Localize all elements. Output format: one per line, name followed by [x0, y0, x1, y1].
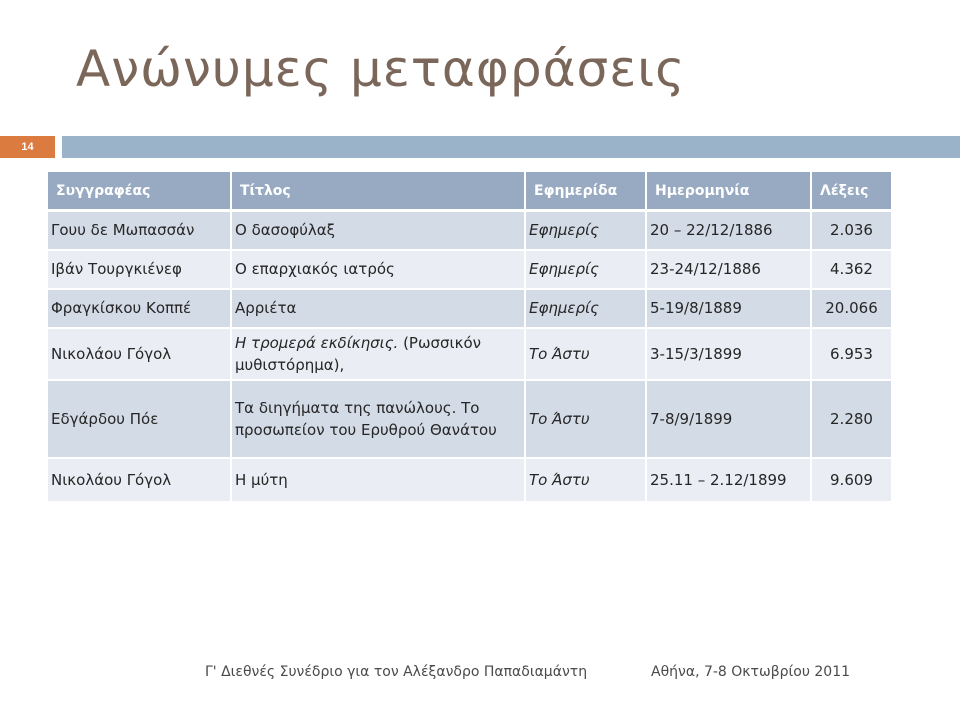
table-row [48, 289, 892, 328]
cell-words: 2.280 [811, 380, 892, 458]
cell-title: Αρριέτα [231, 289, 525, 328]
cell-title: Ο επαρχιακός ιατρός [231, 250, 525, 289]
cell-date: 7-8/9/1899 [646, 380, 811, 458]
cell-title: Ο δασοφύλαξ [231, 211, 525, 250]
cell-author: Ιβάν Τουργκιένεφ [48, 250, 231, 289]
cell-title [231, 328, 525, 380]
table-row [48, 211, 892, 250]
header-newspaper: Εφημερίδα [525, 172, 646, 211]
cell-words: 20.066 [811, 289, 892, 328]
cell-author: Νικολάου Γόγολ [48, 328, 231, 380]
cell-author: Εδγάρδου Πόε [48, 380, 231, 458]
cell-title-italic: Η τρομερά εκδίκησις. [235, 333, 399, 352]
cell-author: Γουυ δε Μωπασσάν [48, 211, 231, 250]
cell-title: Η μύτη [231, 458, 525, 502]
cell-words: 9.609 [811, 458, 892, 502]
cell-title-rest: (Ρωσσικόν μυθιστόρημα), [235, 333, 482, 374]
cell-newspaper: Το Άστυ [525, 380, 646, 458]
header-words: Λέξεις [811, 172, 892, 211]
slide-title: Ανώνυμες μεταφράσεις [76, 40, 686, 98]
footer-conference: Γ' Διεθνές Συνέδριο για τον Αλέξανδρο Παπαδιαμάντη [205, 664, 588, 680]
header-author: Συγγραφέας [48, 172, 231, 211]
cell-date: 20 – 22/12/1886 [646, 211, 811, 250]
cell-words: 4.362 [811, 250, 892, 289]
footer-date-place: Αθήνα, 7-8 Οκτωβρίου 2011 [651, 664, 851, 680]
table-header-row [48, 172, 892, 211]
title-divider-bar [62, 136, 960, 158]
table-row [48, 380, 892, 458]
cell-newspaper: Το Άστυ [525, 328, 646, 380]
cell-date: 5-19/8/1889 [646, 289, 811, 328]
cell-date: 3-15/3/1899 [646, 328, 811, 380]
header-date: Ημερομηνία [646, 172, 811, 211]
table-row [48, 458, 892, 502]
translations-table [48, 172, 893, 503]
cell-newspaper: Εφημερίς [525, 211, 646, 250]
cell-words: 6.953 [811, 328, 892, 380]
cell-author: Φραγκίσκου Κοππέ [48, 289, 231, 328]
table-row [48, 250, 892, 289]
cell-date: 25.11 – 2.12/1899 [646, 458, 811, 502]
cell-newspaper: Εφημερίς [525, 289, 646, 328]
cell-title: Τα διηγήματα της πανώλους. Το προσωπείον του Ερυθρού Θανάτου [231, 380, 525, 458]
cell-date: 23-24/12/1886 [646, 250, 811, 289]
cell-newspaper: Εφημερίς [525, 250, 646, 289]
cell-author: Νικολάου Γόγολ [48, 458, 231, 502]
table-row [48, 328, 892, 380]
cell-newspaper: Το Άστυ [525, 458, 646, 502]
slide-number-badge: 14 [0, 136, 55, 158]
cell-words: 2.036 [811, 211, 892, 250]
header-title: Τίτλος [231, 172, 525, 211]
